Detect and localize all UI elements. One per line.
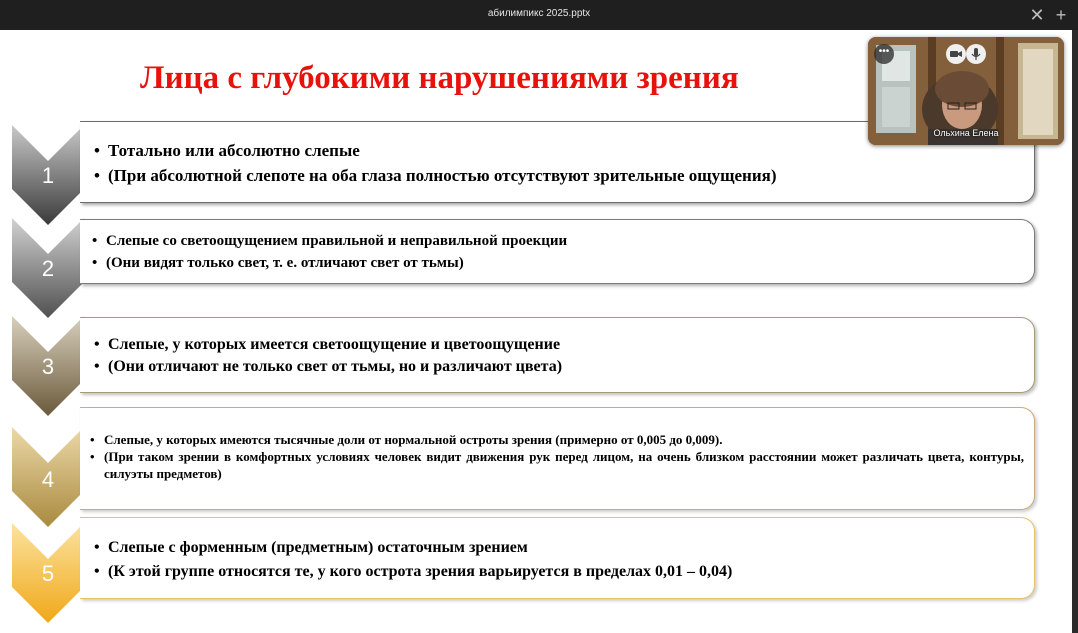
chevron-3 xyxy=(12,316,84,416)
camera-icon[interactable] xyxy=(946,44,966,64)
item-number: 2 xyxy=(41,256,55,281)
item-line: • Слепые, у которых имеются тысячные доли от нормальной остроты зрения (примерно от 0,005 до 0,009). xyxy=(86,431,1024,448)
item-line: • Слепые со светоощущением правильной и неправильной проекции xyxy=(88,230,1034,252)
item-line: • Слепые, у которых имеется светоощущение и цветоощущение xyxy=(90,334,1034,356)
item-line: • (При таком зрении в комфортных условиях человек видит движения рук перед лицом, на очень близком расстоянии может различать цвета, контуры, силуэты предметов) xyxy=(86,448,1024,482)
window-titlebar xyxy=(0,0,1078,30)
mic-icon[interactable] xyxy=(966,44,986,64)
item-line: • Слепые с форменным (предметным) остаточным зрением xyxy=(90,536,1034,560)
more-options-icon[interactable]: ••• xyxy=(874,44,894,64)
item-number: 4 xyxy=(41,467,55,492)
item-box-3 xyxy=(80,317,1035,393)
item-number: 5 xyxy=(41,561,55,586)
item-box-4 xyxy=(80,407,1035,510)
window-title: абилимпикс 2025.pptx xyxy=(487,8,591,19)
close-icon[interactable]: ✕ xyxy=(1029,5,1045,25)
add-tab-icon[interactable]: + xyxy=(1055,5,1067,25)
item-line: • (Они отличают не только свет от тьмы, но и различают цвета) xyxy=(90,356,1034,378)
item-line: • (Они видят только свет, т. е. отличают свет от тьмы) xyxy=(88,252,1034,274)
item-box-2 xyxy=(80,219,1035,284)
item-box-5 xyxy=(80,517,1035,599)
item-line: • (К этой группе относятся те, у кого острота зрения варьируется в пределах 0,01 – 0,04) xyxy=(90,560,1034,584)
chevron-1 xyxy=(12,125,84,225)
participant-name: Ольхина Елена xyxy=(933,128,999,138)
item-number: 1 xyxy=(41,163,55,188)
chevron-2 xyxy=(12,218,84,318)
item-number: 3 xyxy=(41,354,55,379)
item-line: • (При абсолютной слепоте на оба глаза полностью отсутствуют зрительные ощущения) xyxy=(90,163,1034,188)
participant-video-tile[interactable] xyxy=(868,37,1064,145)
chevron-4 xyxy=(12,427,84,527)
chevron-5 xyxy=(12,523,84,623)
item-line: • Тотально или абсолютно слепые xyxy=(90,138,1034,163)
slide-title: Лица с глубокими нарушениями зрения xyxy=(140,60,739,96)
